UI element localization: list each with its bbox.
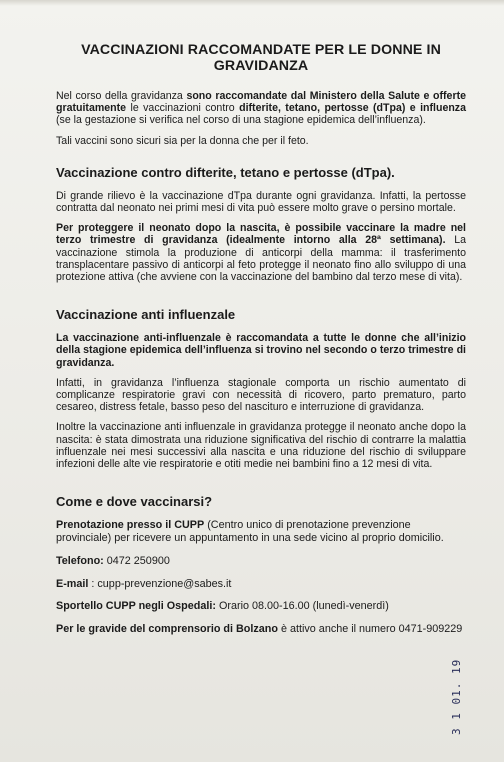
intro-text: le vaccinazioni contro	[126, 102, 240, 115]
phone-line	[56, 555, 466, 568]
dtpa-text: La vaccinazione stimola la produzione di anticorpi della mamma: il trasferimento transplacentare passivo di anticorpi al feto protegge il neonato fino allo sviluppo di una protezione attiva (che avviene con la vaccinazione del bambino dal terzo mese di vita).	[56, 234, 466, 284]
document-body	[56, 42, 466, 646]
bolzano-line	[56, 623, 466, 636]
phone-value: 0472 250900	[103, 554, 170, 567]
desk-line	[56, 600, 466, 613]
email-label: E-mail	[56, 577, 89, 590]
page-edge-shadow	[0, 0, 504, 6]
intro-text: (se la gestazione si verifica nel corso di una stagione epidemica dell’influenza).	[56, 114, 426, 127]
dtpa-bold-text: Per proteggere il neonato dopo la nascita, è possibile vaccinare la madre nel terzo trimestre di gravidanza (idealmente intorno alla 28ª settimana).	[56, 222, 466, 247]
email-line	[56, 578, 466, 591]
booking-text: (Centro unico di prenotazione prevenzione provinciale) per ricevere un appuntamento in una sede vicino al proprio domicilio.	[56, 519, 444, 545]
intro-bold-text: difterite, tetano, pertosse (dTpa) e influenza	[239, 102, 466, 115]
section-flu-heading: Vaccinazione anti influenzale	[56, 307, 236, 323]
contact-block	[56, 519, 466, 636]
date-stamp: 3 1 01. 19	[450, 658, 463, 735]
booking-label: Prenotazione presso il CUPP	[56, 519, 205, 532]
date-stamp-area	[450, 658, 470, 735]
dtpa-paragraph-2	[56, 222, 466, 283]
email-value: : cupp-prevenzione@sabes.it	[88, 577, 232, 590]
flu-paragraph-2: Infatti, in gravidanza l’influenza stagionale comporta un rischio aumentato di complicanze respiratorie gravi con necessità di ricovero, parto prematuro, parto cesareo, distress fetale, basso peso del nascituro e interruzione di gravidanza.	[56, 376, 466, 414]
flu-paragraph-1: La vaccinazione anti-influenzale è raccomandata a tutte le donne che all’inizio della stagione epidemica dell’influenza si trovino nel secondo o terzo trimestre di gravidanza.	[56, 332, 466, 369]
section-dtpa-heading: Vaccinazione contro difterite, tetano e pertosse (dTpa).	[56, 164, 395, 180]
section-where-heading: Come e dove vaccinarsi?	[56, 494, 213, 510]
document-title: VACCINAZIONI RACCOMANDATE PER LE DONNE IN GRAVIDANZA	[81, 42, 441, 74]
intro-bold-text: sono raccomandate dal Ministero della Salute e offerte gratuitamente	[56, 90, 466, 115]
phone-label: Telefono:	[56, 554, 104, 567]
desk-label: Sportello CUPP negli Ospedali:	[56, 600, 216, 613]
booking-info	[56, 519, 466, 545]
flu-paragraph-3: Inoltre la vaccinazione anti influenzale in gravidanza protegge il neonato anche dopo la nascita: è stata dimostrata una riduzione significativa del rischio di contrarre la malattia influenzale nei mesi successivi alla nascita e una riduzione del rischio di sviluppare infezioni delle alte vie respiratorie e otiti medie nei bambini fino a 12 mesi di vita.	[56, 421, 466, 471]
bolzano-label: Per le gravide del comprensorio di Bolzano	[56, 623, 278, 636]
safety-note: Tali vaccini sono sicuri sia per la donna che per il feto.	[56, 134, 309, 147]
desk-value: Orario 08.00-16.00 (lunedì-venerdì)	[215, 600, 389, 613]
intro-text: Nel corso della gravidanza	[56, 90, 187, 102]
bolzano-text: è attivo anche il numero 0471-909229	[278, 623, 463, 636]
intro-paragraph	[56, 90, 466, 127]
dtpa-paragraph-1: Di grande rilievo è la vaccinazione dTpa durante ogni gravidanza. Infatti, la pertosse contratta dal neonato nei primi mesi di vita può essere molto grave o persino mortale.	[56, 189, 466, 215]
